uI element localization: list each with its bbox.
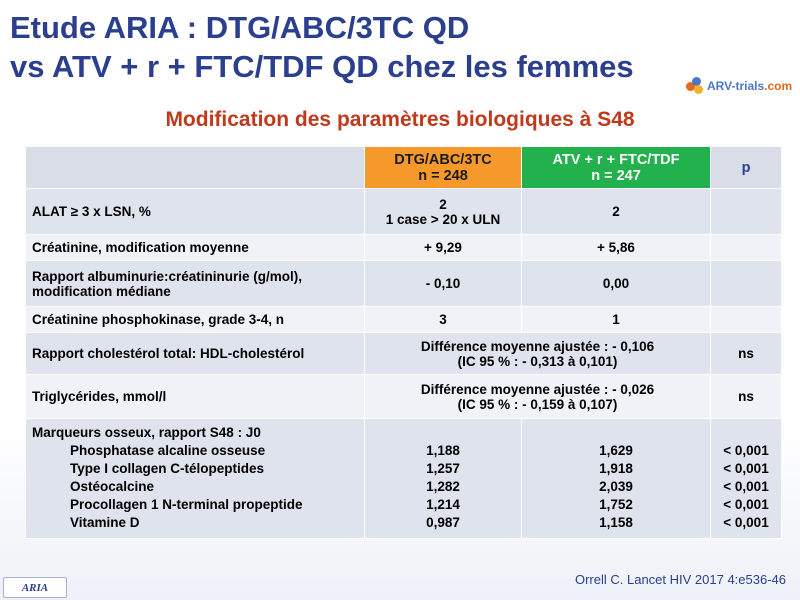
alat-dtg-value: 2 [439,196,447,212]
bone-atv-cell [522,419,711,539]
bone-dtg-value: 1,282 [426,479,460,494]
bone-dtg-value: 0,987 [426,515,460,530]
header-atv-n: n = 247 [591,167,641,184]
merged-line-1: Différence moyenne ajustée : - 0,026 [420,381,655,397]
bone-item-label: Phosphatase alcaline osseuse [70,443,266,458]
row-label-line-2: modification médiane [32,283,171,299]
header-empty-cell [26,147,365,189]
logo-suffix: .com [764,79,793,93]
row-p-value: ns [711,375,782,419]
bone-atv-value: 1,629 [599,443,633,458]
study-tag: ARIA [3,577,67,598]
bone-item-label: Type I collagen C-télopeptides [70,461,265,476]
table-row-cpk [26,307,782,333]
arv-trials-logo [686,76,792,96]
logo-text [707,79,792,93]
bone-atv-value: 2,039 [599,479,633,494]
row-dtg-value [365,189,522,235]
logo-prefix: ARV-trials [707,79,765,93]
bone-atv-value: 1,918 [599,461,633,476]
bone-p-value: < 0,001 [723,497,769,512]
row-merged-value [365,333,711,375]
merged-line-1: Différence moyenne ajustée : - 0,106 [420,338,655,354]
bone-p-cell [711,419,782,539]
logo-dots-icon [686,77,704,95]
row-label: ALAT ≥ 3 x LSN, % [26,189,365,235]
row-p-value [711,307,782,333]
reference-citation: Orrell C. Lancet HIV 2017 4:e536-46 [574,572,786,587]
row-dtg-value: + 9,29 [365,235,522,261]
table-row-triglycerides [26,375,782,419]
bone-atv-value: 1,752 [599,497,633,512]
bone-item-label: Procollagen 1 N-terminal propeptide [70,497,303,512]
bone-dtg-value: 1,257 [426,461,460,476]
merged-line-2: (IC 95 % : - 0,159 à 0,107) [457,396,618,412]
slide-subtitle: Modification des paramètres biologiques à S48 [165,108,635,131]
row-p-value: ns [711,333,782,375]
row-label: Créatinine phosphokinase, grade 3-4, n [26,307,365,333]
row-label-line-1: Rapport albuminurie:créatininurie (g/mol), [32,268,303,284]
slide-title [10,8,634,86]
row-dtg-value: 3 [365,307,522,333]
header-atv-name: ATV + r + FTC/TDF [552,151,680,168]
header-dtg-name: DTG/ABC/3TC [394,151,492,168]
header-p: p [711,147,782,189]
row-atv-value: 0,00 [522,261,711,307]
title-line-1: Etude ARIA : DTG/ABC/3TC QD [10,10,470,45]
bone-p-value: < 0,001 [723,443,769,458]
table-row-cholesterol [26,333,782,375]
header-dtg-n: n = 248 [418,167,468,184]
bone-dtg-value: 1,188 [426,443,460,458]
header-dtg [365,147,522,189]
row-label: Créatinine, modification moyenne [26,235,365,261]
row-atv-value: 2 [522,189,711,235]
bone-dtg-value: 1,214 [426,497,460,512]
table-row-albuminuria [26,261,782,307]
bone-p-value: < 0,001 [723,515,769,530]
bone-labels-cell [26,419,365,539]
row-atv-value: + 5,86 [522,235,711,261]
header-atv [522,147,711,189]
row-atv-value: 1 [522,307,711,333]
bone-p-value: < 0,001 [723,479,769,494]
row-p-value [711,235,782,261]
row-label: Rapport cholestérol total: HDL-cholestérol [26,333,365,375]
bone-p-value: < 0,001 [723,461,769,476]
row-label: Triglycérides, mmol/l [26,375,365,419]
row-p-value [711,261,782,307]
table-row-bone-markers [26,419,782,539]
biology-table [25,146,782,539]
row-label [26,261,365,307]
title-line-2: vs ATV + r + FTC/TDF QD chez les femmes [10,49,634,84]
table-row-alat [26,189,782,235]
row-p-value [711,189,782,235]
bone-item-label: Ostéocalcine [70,479,155,494]
bone-dtg-cell [365,419,522,539]
header-row [26,147,782,189]
row-merged-value [365,375,711,419]
bone-atv-value: 1,158 [599,515,633,530]
bone-item-label: Vitamine D [70,515,140,530]
row-dtg-value: - 0,10 [365,261,522,307]
table-row-creatinine [26,235,782,261]
bone-title: Marqueurs osseux, rapport S48 : J0 [32,425,261,440]
alat-dtg-note: 1 case > 20 x ULN [385,211,501,227]
merged-line-2: (IC 95 % : - 0,313 à 0,101) [457,353,618,369]
